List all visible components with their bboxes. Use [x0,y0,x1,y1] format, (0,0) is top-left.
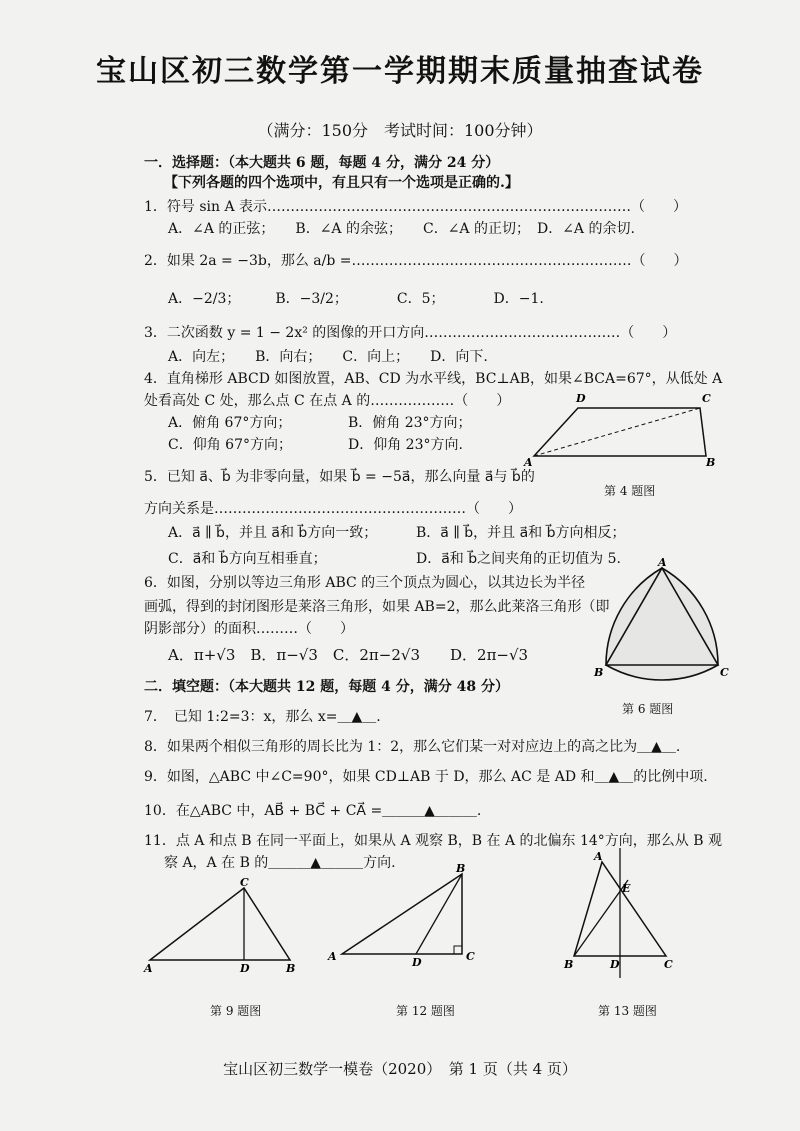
figure-4-caption: 第 4 题图 [604,484,656,498]
q7: 7． 已知 1:2=3：x，那么 x=＿▲＿. [144,709,381,725]
q4-line1: 4．直角梯形 ABCD 如图放置，AB、CD 为水平线，BC⊥AB，如果∠BCA=67°，从低处 A [144,371,723,387]
q5-line2: 方向关系是………………………………………………（ ） [144,501,522,517]
q2-options: A．−2/3； B．−3/2； C．5； D．−1. [168,291,544,307]
q4-option-c: C．仰角 67°方向； [168,437,292,453]
q10: 10．在△ABC 中，AB⃗ + BC⃗ + CA⃗ =＿＿＿▲＿＿＿. [144,803,482,819]
q6-line3: 阴影部分）的面积………（ ） [144,621,354,637]
fig12-label-a: A [328,950,337,963]
q5-option-a: A．a⃗ ∥ b⃗，并且 a⃗和 b⃗方向一致； [168,525,378,541]
fig13-label-b: B [564,958,574,971]
figure-4-trapezoid [520,388,720,468]
q8: 8．如果两个相似三角形的周长比为 1：2，那么它们某一对对应边上的高之比为＿▲＿. [144,739,681,755]
figure-12-caption: 第 12 题图 [396,1004,455,1018]
fig13-label-a: A [594,850,603,863]
section-2-heading: 二．填空题：（本大题共 12 题，每题 4 分，满分 48 分） [144,679,509,695]
q11-line1: 11．点 A 和点 B 在同一平面上，如果从 A 观察 B，B 在 A 的北偏东 14°方向，那么从 B 观 [144,833,722,849]
figure-13-caption: 第 13 题图 [598,1004,657,1018]
q1-options: A．∠A 的正弦； B．∠A 的余弦； C．∠A 的正切； D．∠A 的余切. [168,221,635,237]
q5-option-b: B．a⃗ ∥ b⃗，并且 a⃗和 b⃗方向相反； [416,525,626,541]
figure-6-caption: 第 6 题图 [622,702,674,716]
fig12-label-c: C [466,950,475,963]
q6-options: A．π+√3 B．π−√3 C．2π−2√3 D．2π−√3 [168,646,529,664]
figure-9-caption: 第 9 题图 [210,1004,262,1018]
q5-option-d: D．a⃗和 b⃗之间夹角的正切值为 5. [416,551,621,567]
fig13-label-c: C [664,958,673,971]
q4-option-b: B．俯角 23°方向； [348,415,472,431]
fig9-label-a: A [144,962,153,975]
figure-9-triangle [140,876,310,976]
q1-stem: 1．符号 sin A 表示……………………………………………………………………（ ） [144,199,688,215]
q3-options: A．向左； B．向右； C．向上； D．向下. [168,349,488,365]
q5-option-c: C．a⃗和 b⃗方向互相垂直； [168,551,327,567]
q6-line1: 6．如图，分别以等边三角形 ABC 的三个顶点为圆心，以其边长为半径 [144,575,586,591]
q4-option-a: A．俯角 67°方向； [168,415,292,431]
fig6-label-b: B [594,666,604,679]
q6-line2: 画弧，得到的封闭图形是莱洛三角形，如果 AB=2，那么此莱洛三角形（即 [144,599,610,615]
section-1-heading: 一．选择题：（本大题共 6 题，每题 4 分，满分 24 分） [144,155,500,171]
q9: 9．如图，△ABC 中∠C=90°，如果 CD⊥AB 于 D，那么 AC 是 AD 和＿▲＿的比例中项. [144,769,708,785]
fig9-label-c: C [240,876,249,889]
fig4-label-a: A [524,456,533,468]
q5-line1: 5．已知 a⃗、b⃗ 为非零向量，如果 b⃗ = −5a⃗，那么向量 a⃗与 b⃗的 [144,469,535,485]
page-footer: 宝山区初三数学一模卷（2020） 第 1 页（共 4 页） [223,1060,577,1078]
exam-info: （满分：150分 考试时间：100分钟） [257,121,543,140]
q4-line2: 处看高处 C 处，那么点 C 在点 A 的………………（ ） [144,393,511,409]
page-title: 宝山区初三数学第一学期期末质量抽查试卷 [96,54,704,89]
figure-6-reuleaux-triangle [592,556,732,686]
fig9-label-d: D [240,962,250,975]
fig4-label-b: B [706,456,716,468]
fig4-label-d: D [576,392,586,405]
fig6-label-c: C [720,666,729,679]
fig6-label-a: A [658,556,667,569]
fig12-label-b: B [456,862,466,875]
fig4-label-c: C [702,392,711,405]
fig9-label-b: B [286,962,296,975]
q3-stem: 3．二次函数 y = 1 − 2x² 的图像的开口方向……………………………………（ ） [144,325,677,341]
figure-13-triangle [558,846,688,980]
section-1-note: 【下列各题的四个选项中，有且只有一个选项是正确的.】 [164,175,519,191]
q11-line2: 察 A，A 在 B 的＿＿＿▲＿＿＿方向. [164,855,396,871]
figure-12-right-triangle [326,862,486,972]
fig13-label-d: D [610,958,620,971]
q4-option-d: D．仰角 23°方向. [348,437,463,453]
q2-stem: 2．如果 2a = −3b，那么 a/b =……………………………………………………（ ） [144,253,688,269]
fig13-label-e: E [622,882,631,895]
fig12-label-d: D [412,956,422,969]
